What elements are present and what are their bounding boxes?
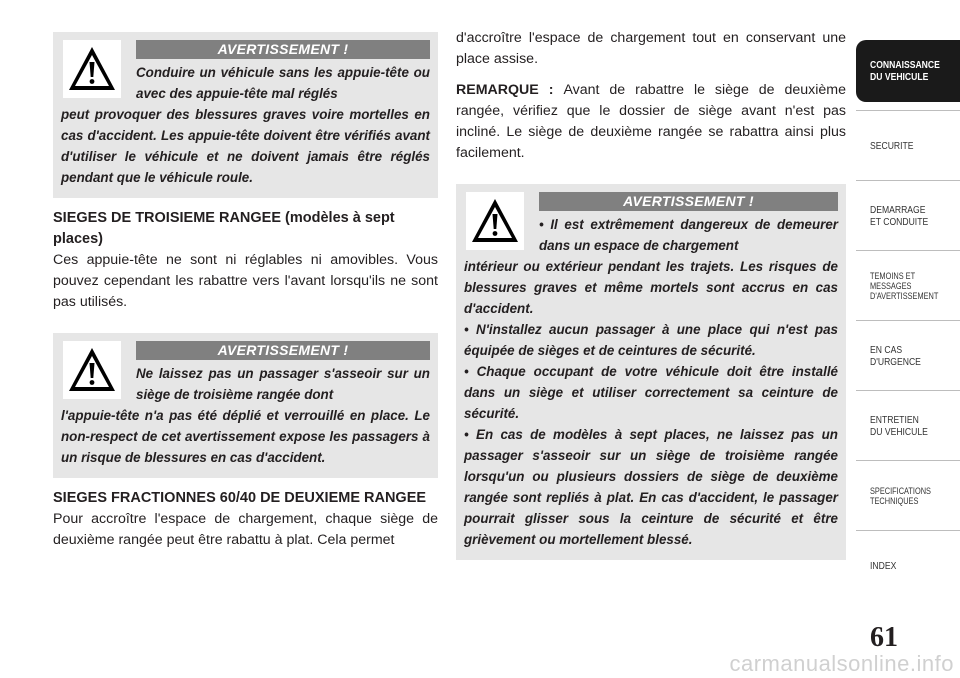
left-column [53,32,438,551]
sidebar-item-demarrage[interactable]: DEMARRAGE ET CONDUITE [856,180,960,250]
note-paragraph [456,80,846,164]
sidebar-item-index[interactable]: INDEX [856,530,960,600]
section-title-second-row: SIEGES FRACTIONNES 60/40 DE DEUXIEME RANGEE [53,490,427,506]
sidebar-item-securite[interactable]: SECURITE [856,110,960,180]
sidebar-item-temoins[interactable]: TEMOINS ET MESSAGES D'AVERTISSEMENT [856,250,960,320]
warning-header: AVERTISSEMENT ! [539,192,838,211]
warning-text-indented: Ne laissez pas un passager s'asseoir sur un siège de troisième rangée dont [136,366,430,402]
sidebar-item-urgence[interactable]: EN CAS D'URGENCE [856,320,960,390]
continued-text: d'accroître l'espace de chargement tout en conservant une place assise. [456,30,846,67]
warning-triangle-icon [63,341,121,399]
section-title-tail: (modèles à sept places) [53,210,395,247]
warning-header: AVERTISSEMENT ! [136,341,430,360]
right-column [456,28,846,560]
note-body: Avant de rabattre le siège de deuxième rangée, vérifiez que le dossier de siège avant n'est pas incliné. Le siège de deuxième rangée se rabattra ainsi plus facilement. [456,82,847,161]
warning-bullet: • N'installez aucun passager à une place qui n'est pas équipée de sièges et de ceintures de sécurité. [464,322,838,358]
warning-triangle-icon [63,40,121,98]
section-body-third-row: Ces appuie-tête ne sont ni réglables ni amovibles. Vous pouvez cependant les rabattre vers l'avant lorsqu'ils ne sont pas utilisés. [53,252,438,310]
chapter-sidebar [856,40,960,600]
section-body-second-row: Pour accroître l'espace de chargement, chaque siège de deuxième rangée peut être rabattu à plat. Cela permet [53,511,438,548]
warning-text [464,214,838,550]
warning-box-cargo [456,184,846,560]
warning-text-rest: l'appuie-tête n'a pas été déplié et verrouillé en place. Le non-respect de cet avertissement expose les passagers à un risque de blessures en cas d'accident. [61,408,430,465]
warning-box-third-row [53,333,438,478]
warning-triangle-icon [466,192,524,250]
warning-box-headrest [53,32,438,198]
note-label: REMARQUE : [456,82,554,98]
warning-text-indented: • Il est extrêmement dangereux de demeurer dans un espace de chargement [539,217,838,253]
section-title-third-row [53,208,438,250]
watermark: carmanualsonline.info [729,651,954,676]
section-title-main: SIEGES DE TROISIEME RANGEE [53,210,282,226]
sidebar-item-specifications[interactable]: SPECIFICATIONS TECHNIQUES [856,460,960,530]
warning-text-rest: intérieur ou extérieur pendant les trajets. Les risques de blessures graves et même mortels sont accrus en cas d'accident. [464,259,838,316]
warning-text-rest: peut provoquer des blessures graves voire mortelles en cas d'accident. Les appuie-tête doivent être vérifiés avant d'utiliser le véhicule et ne doivent jamais être réglés pendant que le véhicule roule. [61,107,430,185]
warning-text-indented: Conduire un véhicule sans les appuie-tête ou avec des appuie-tête mal réglés [136,65,430,101]
sidebar-item-entretien[interactable]: ENTRETIEN DU VEHICULE [856,390,960,460]
warning-header: AVERTISSEMENT ! [136,40,430,59]
warning-bullet: • Chaque occupant de votre véhicule doit être installé dans un siège et utiliser correctement sa ceinture de sécurité. [464,364,838,421]
warning-bullet: • En cas de modèles à sept places, ne laissez pas un passager s'asseoir sur un siège de troisième rangée lorsqu'un ou plusieurs dossiers de siège de deuxième rangée sont repliés à plat. En cas d'accident, le passager pourrait glisser sous la ceinture de sécurité et être grièvement ou mortellement blessé. [464,427,838,547]
sidebar-item-connaissance[interactable]: CONNAISSANCE DU VEHICULE [856,40,960,102]
page-number: 61 [870,622,898,653]
